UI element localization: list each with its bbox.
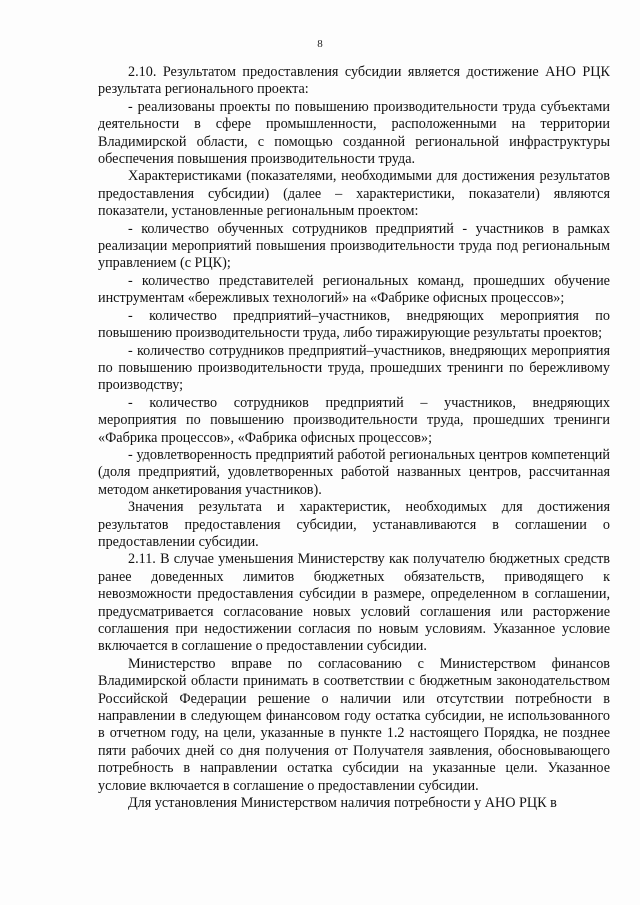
list-item-indicator-3: - количество предприятий–участников, внедряющих мероприятия по повышению производительности труда, либо тиражирующие результаты проектов; (98, 307, 610, 342)
paragraph-ministry-rights: Министерство вправе по согласованию с Министерством финансов Владимирской области принимать в соответствии с бюджетным законодательством Российской Федерации решение о наличии или отсутствии потребности в направлении в следующем финансовом году остатка субсидии, не использованного в отчетном году, на цели, указанные в пункте 1.2 настоящего Порядка, не позднее пяти рабочих дней со дня получения от Получателя заявления, обосновывающего потребность в направлении остатка субсидии на указанные цели. Указанное условие включается в соглашение о предоставлении субсидии. (98, 655, 610, 794)
list-item-indicator-1: - количество обученных сотрудников предприятий - участников в рамках реализации мероприятий повышения производительности труда под региональным управлением (с РЦК); (98, 220, 610, 272)
list-item-indicator-2: - количество представителей региональных команд, прошедших обучение инструментам «бережливых технологий» на «Фабрике офисных процессов»; (98, 272, 610, 307)
paragraph-values: Значения результата и характеристик, необходимых для достижения результатов предоставления субсидии, устанавливаются в соглашении о предоставлении субсидии. (98, 499, 610, 550)
document-body (98, 64, 610, 812)
paragraph-2-10: 2.10. Результатом предоставления субсидии является достижение АНО РЦК результата регионального проекта: (98, 64, 610, 98)
list-item-indicator-6: - удовлетворенность предприятий работой региональных центров компетенций (доля предприятий, удовлетворенных работой названных центров, рассчитанная методом анкетирования участников). (98, 446, 610, 498)
paragraph-result-item: - реализованы проекты по повышению производительности труда субъектами деятельности в сфере промышленности, расположенными на территории Владимирской области, с помощью созданной региональной инфраструктуры обеспечения повышения производительности труда. (98, 98, 610, 168)
paragraph-2-11: 2.11. В случае уменьшения Министерству как получателю бюджетных средств ранее доведенных лимитов бюджетных обязательств, приводящего к невозможности предоставления субсидии в размере, определенном в соглашении, предусматривается согласование новых условий соглашения или расторжение соглашения при недостижении согласия по новым условиям. Указанное условие включается в соглашение о предоставлении субсидии. (98, 551, 610, 655)
paragraph-continuation: Для установления Министерством наличия потребности у АНО РЦК в (128, 795, 557, 812)
list-item-indicator-4: - количество сотрудников предприятий–участников, внедряющих мероприятия по повышению производительности труда, прошедших тренинги по бережливому производству; (98, 342, 610, 394)
paragraph-characteristics: Характеристиками (показателями, необходимыми для достижения результатов предоставления субсидии) (далее – характеристики, показатели) являются показатели, установленные региональным проектом: (98, 168, 610, 220)
list-item-indicator-5: - количество сотрудников предприятий – участников, внедряющих мероприятия по повышению производительности труда, прошедших тренинги «Фабрика процессов», «Фабрика офисных процессов»; (98, 394, 610, 446)
page-number: 8 (317, 38, 323, 50)
